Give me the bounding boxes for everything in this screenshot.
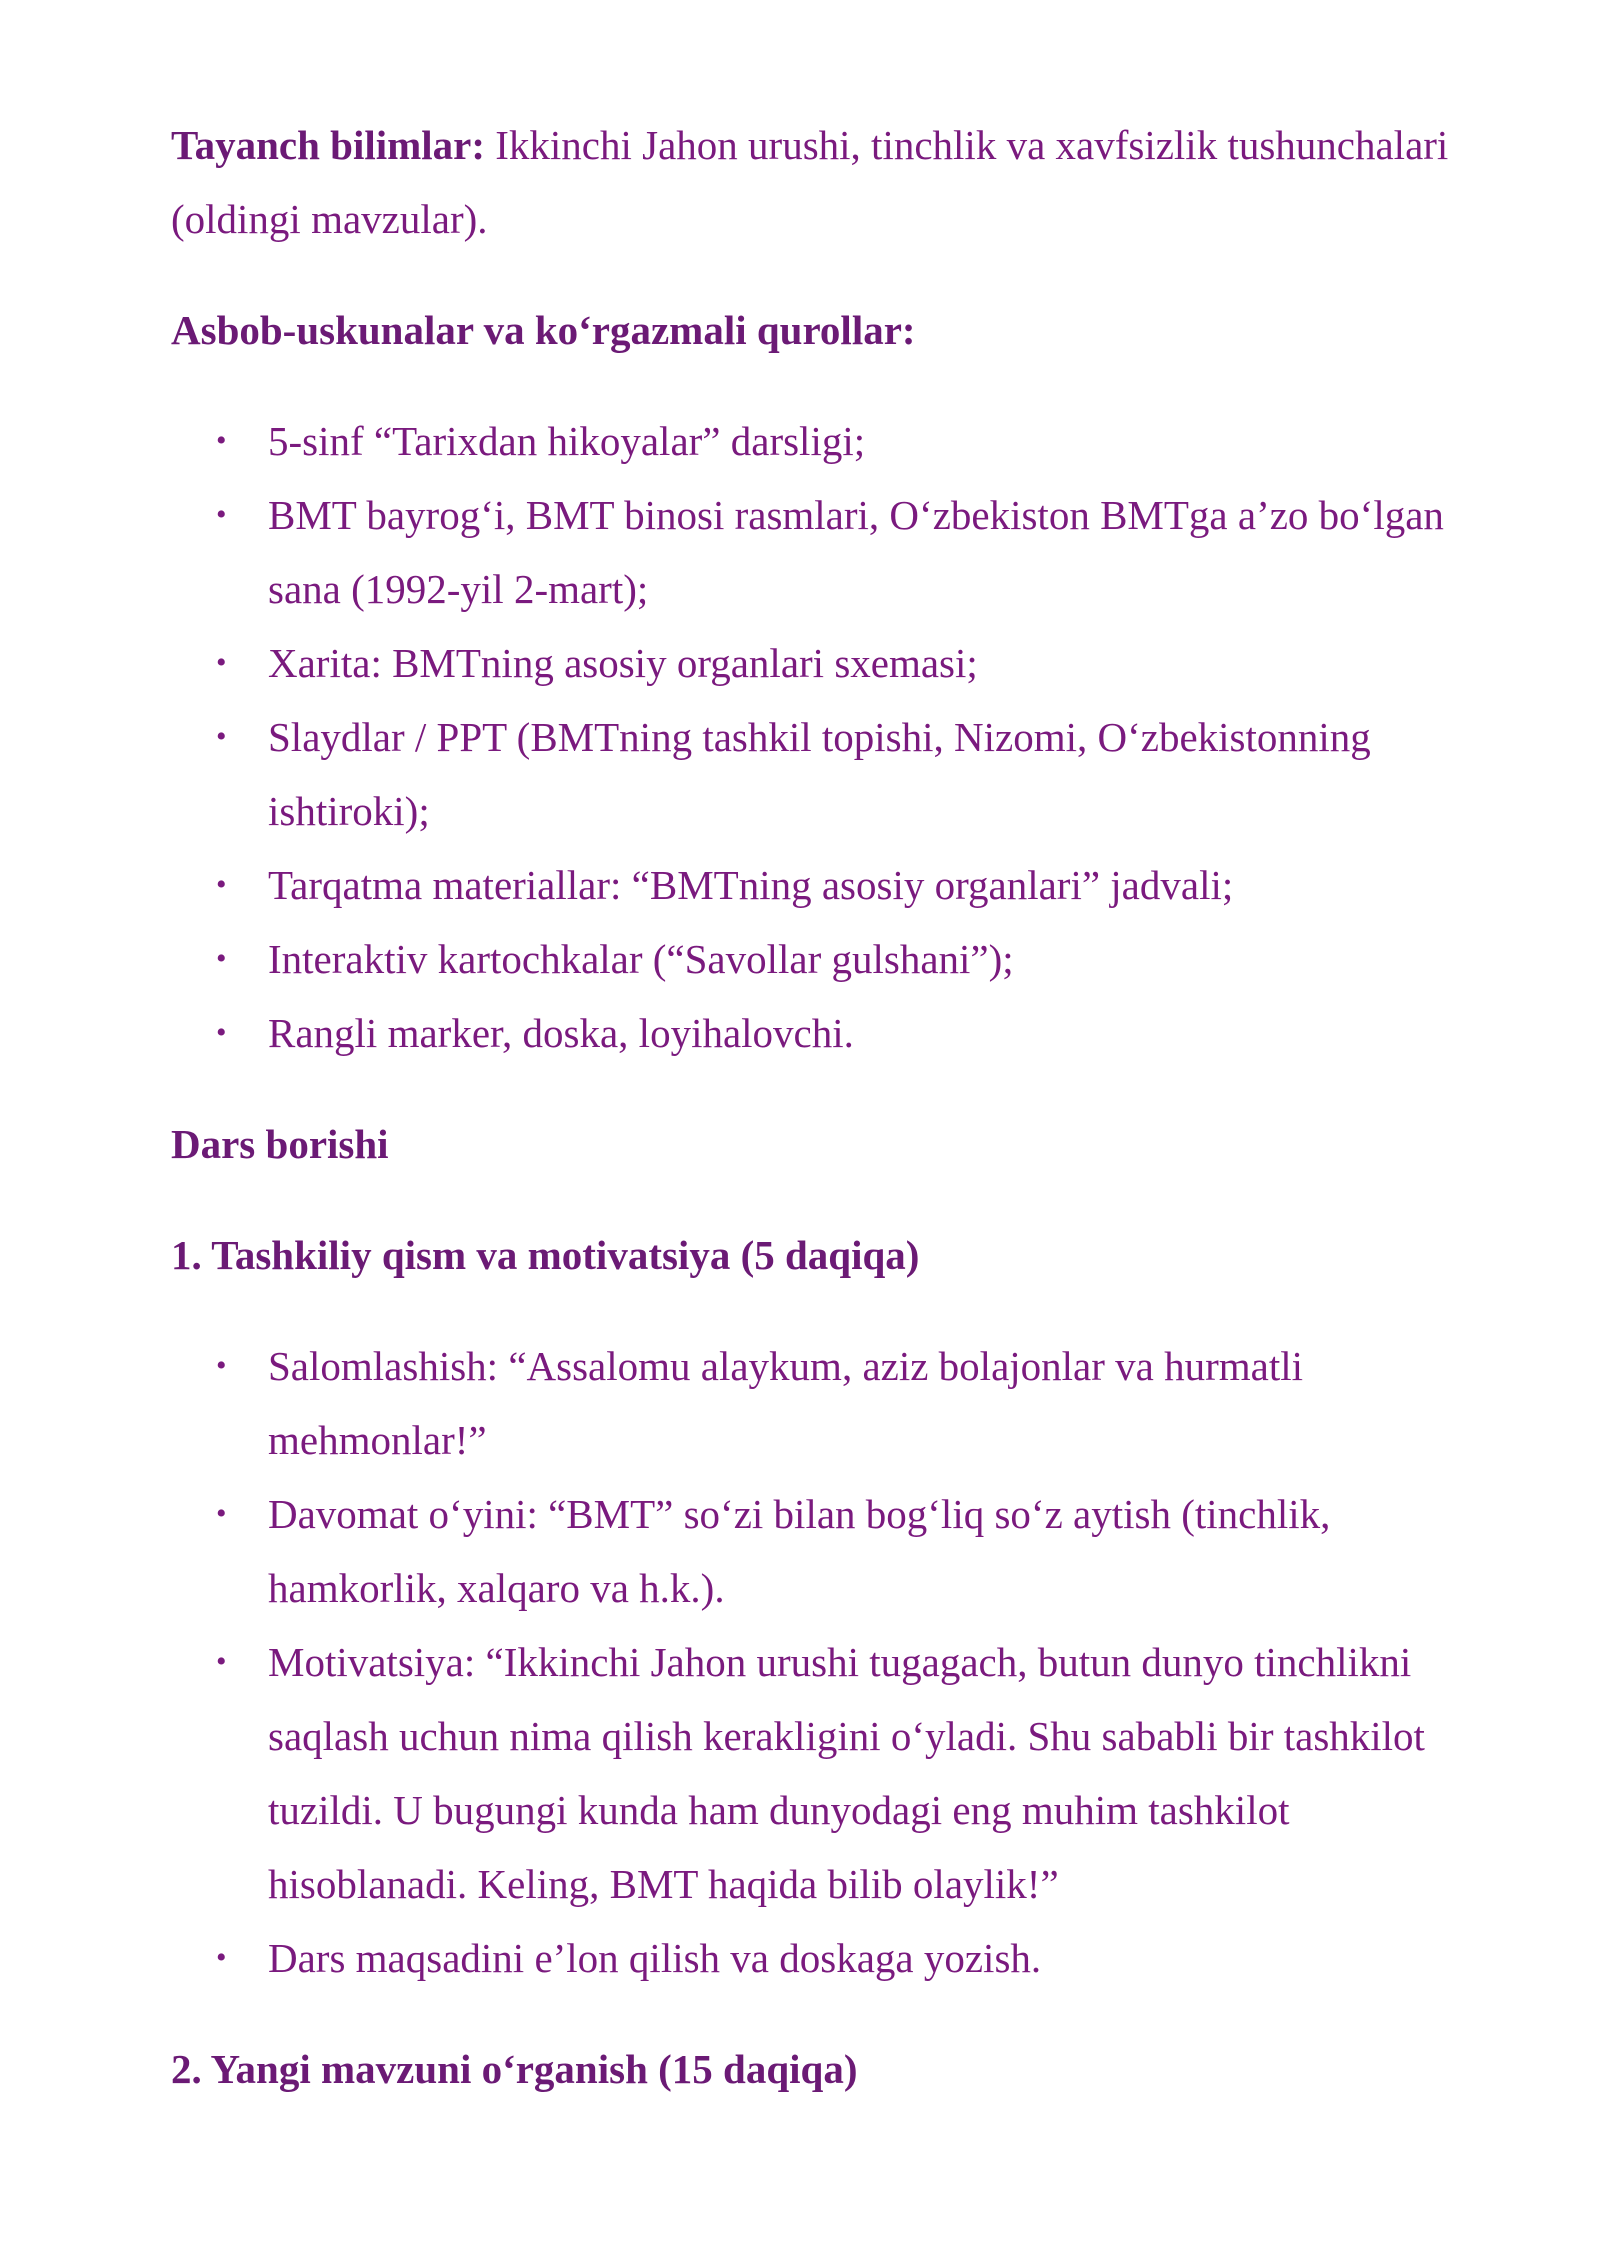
list-item-text: Xarita: BMTning asosiy organlari sxemasi; bbox=[268, 640, 978, 686]
intro-label: Tayanch bilimlar: bbox=[171, 122, 486, 168]
lesson-heading: Dars borishi bbox=[171, 1121, 389, 1167]
list-item bbox=[171, 1477, 1461, 1625]
list-item bbox=[171, 478, 1461, 626]
intro-paragraph bbox=[171, 108, 1461, 256]
list-item bbox=[171, 922, 1461, 996]
list-item bbox=[171, 1625, 1461, 1921]
list-item bbox=[171, 626, 1461, 700]
list-item bbox=[171, 700, 1461, 848]
bullet-icon: • bbox=[216, 1349, 227, 1382]
list-item-text: Davomat o‘yini: “BMT” so‘zi bilan bog‘liq so‘z aytish (tinchlik, hamkorlik, xalqaro va h.k.). bbox=[268, 1491, 1331, 1611]
intro-text: Ikkinchi Jahon urushi, tinchlik va xavfsizlik tushunchalari (oldingi mavzular). bbox=[171, 122, 1449, 242]
bullet-icon: • bbox=[216, 646, 227, 679]
section1-list bbox=[171, 1329, 1461, 1995]
section1-heading: 1. Tashkiliy qism va motivatsiya (5 daqiqa) bbox=[171, 1232, 920, 1278]
list-item bbox=[171, 996, 1461, 1070]
list-item-text: Slaydlar / PPT (BMTning tashkil topishi, Nizomi, O‘zbekistonning ishtiroki); bbox=[268, 714, 1371, 834]
bullet-icon: • bbox=[216, 498, 227, 531]
list-item bbox=[171, 1921, 1461, 1995]
bullet-icon: • bbox=[216, 424, 227, 457]
list-item-text: Rangli marker, doska, loyihalovchi. bbox=[268, 1010, 854, 1056]
bullet-icon: • bbox=[216, 720, 227, 753]
bullet-icon: • bbox=[216, 942, 227, 975]
list-item bbox=[171, 1329, 1461, 1477]
list-item-text: Salomlashish: “Assalomu alaykum, aziz bolajonlar va hurmatli mehmonlar!” bbox=[268, 1343, 1304, 1463]
bullet-icon: • bbox=[216, 868, 227, 901]
equipment-list bbox=[171, 404, 1461, 1070]
section2-heading: 2. Yangi mavzuni o‘rganish (15 daqiqa) bbox=[171, 2046, 858, 2092]
list-item-text: Tarqatma materiallar: “BMTning asosiy organlari” jadvali; bbox=[268, 862, 1234, 908]
list-item-text: 5-sinf “Tarixdan hikoyalar” darsligi; bbox=[268, 418, 866, 464]
list-item-text: Dars maqsadini e’lon qilish va doskaga yozish. bbox=[268, 1935, 1042, 1981]
list-item-text: Motivatsiya: “Ikkinchi Jahon urushi tugagach, butun dunyo tinchlikni saqlash uchun nima qilish kerakligini o‘yladi. Shu sababli bir tashkilot tuzildi. U bugungi kunda ham dunyodagi eng muhim tashkilot hisoblanadi. Keling, BMT haqida bilib olaylik!” bbox=[268, 1639, 1425, 1907]
bullet-icon: • bbox=[216, 1016, 227, 1049]
document-page bbox=[171, 108, 1461, 2143]
list-item-text: BMT bayrog‘i, BMT binosi rasmlari, O‘zbekiston BMTga a’zo bo‘lgan sana (1992-yil 2-mart); bbox=[268, 492, 1444, 612]
list-item bbox=[171, 404, 1461, 478]
list-item bbox=[171, 848, 1461, 922]
bullet-icon: • bbox=[216, 1941, 227, 1974]
equipment-heading: Asbob-uskunalar va ko‘rgazmali qurollar: bbox=[171, 307, 916, 353]
list-item-text: Interaktiv kartochkalar (“Savollar gulshani”); bbox=[268, 936, 1014, 982]
bullet-icon: • bbox=[216, 1497, 227, 1530]
bullet-icon: • bbox=[216, 1645, 227, 1678]
